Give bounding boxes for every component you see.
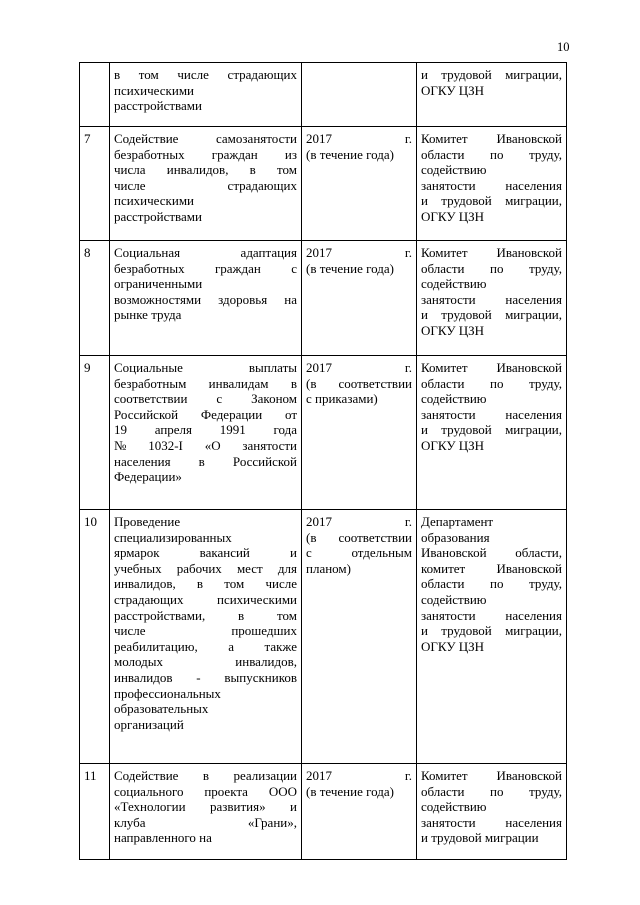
cell-line: занятости населения [421, 607, 562, 623]
term-cell [302, 510, 417, 764]
term-cell [302, 356, 417, 510]
cell-line: ОГКУ ЦЗН [421, 322, 485, 338]
cell-line: ограниченными [114, 276, 203, 292]
cell-line: содействию [421, 276, 487, 292]
cell-line: Российской Федерации от [114, 406, 297, 422]
row-number [80, 63, 110, 127]
cell-line: расстройствами [114, 98, 202, 114]
cell-line: реабилитацию, а также [114, 638, 297, 654]
measures-table [79, 62, 567, 860]
responsible-cell [417, 127, 567, 241]
cell-line: Проведение [114, 514, 181, 529]
responsible-cell [417, 764, 567, 860]
cell-line: ОГКУ ЦЗН [421, 437, 485, 453]
term-cell [302, 764, 417, 860]
cell-line: (в течение года) [306, 146, 394, 162]
cell-line: социального проекта ООО [114, 783, 297, 799]
table-row [80, 764, 567, 860]
cell-line: содействию [421, 162, 487, 178]
cell-line: профессиональных [114, 685, 221, 701]
cell-line: инвалидов - выпускников [114, 669, 297, 685]
activity-cell [110, 127, 302, 241]
cell-line: населения в Российской [114, 453, 297, 469]
activity-cell [110, 356, 302, 510]
cell-line: Комитет Ивановской [421, 360, 562, 375]
table-row [80, 510, 567, 764]
cell-line: ярмарок вакансий и [114, 545, 297, 561]
cell-line: (в течение года) [306, 783, 394, 799]
cell-line: 2017 г. [306, 360, 412, 375]
responsible-cell [417, 241, 567, 356]
cell-line: № 1032-I «О занятости [114, 437, 297, 453]
cell-line: психическими [114, 82, 194, 98]
cell-line: специализированных [114, 529, 232, 545]
cell-line: занятости населения [421, 177, 562, 193]
cell-line: занятости населения [421, 406, 562, 422]
row-number: 9 [80, 356, 110, 510]
responsible-cell [417, 510, 567, 764]
cell-line: содействию [421, 799, 487, 815]
cell-line: области по труду, [421, 576, 562, 592]
cell-line: расстройствами [114, 208, 202, 224]
cell-line: безработным инвалидам в [114, 375, 297, 391]
cell-line: образовательных [114, 701, 209, 717]
cell-line: занятости населения [421, 291, 562, 307]
cell-line: с отдельным [306, 545, 412, 561]
cell-line: молодых инвалидов, [114, 654, 297, 670]
term-cell [302, 63, 417, 127]
cell-line: образования [421, 529, 490, 545]
row-number: 11 [80, 764, 110, 860]
page-number: 10 [557, 40, 570, 54]
cell-line: Комитет Ивановской [421, 245, 562, 260]
cell-line: Социальные выплаты [114, 360, 297, 375]
cell-line: области по труду, [421, 783, 562, 799]
cell-line: и трудовой миграции, [421, 307, 562, 323]
cell-line: организаций [114, 716, 184, 732]
cell-line: инвалидов, в том числе [114, 576, 297, 592]
cell-line: расстройствами, в том [114, 607, 297, 623]
cell-line: клуба «Грани», [114, 814, 297, 830]
cell-line: Социальная адаптация [114, 245, 297, 260]
cell-line: комитет Ивановской [421, 560, 562, 576]
cell-line: числе прошедших [114, 623, 297, 639]
table-row [80, 63, 567, 127]
cell-line: области по труду, [421, 146, 562, 162]
activity-cell [110, 510, 302, 764]
responsible-cell [417, 356, 567, 510]
cell-line: содействию [421, 591, 487, 607]
cell-line: Содействие в реализации [114, 768, 297, 783]
cell-line: и трудовой миграции, [421, 623, 562, 639]
cell-line: Департамент [421, 514, 494, 529]
cell-line: 19 апреля 1991 года [114, 422, 297, 438]
cell-line: учебных рабочих мест для [114, 560, 297, 576]
cell-line: Комитет Ивановской [421, 768, 562, 783]
cell-line: числа инвалидов, в том [114, 162, 297, 178]
cell-line: направленного на [114, 830, 212, 846]
cell-line: страдающих психическими [114, 591, 297, 607]
activity-cell [110, 63, 302, 127]
cell-line: ОГКУ ЦЗН [421, 82, 485, 98]
cell-line: в том числе страдающих [114, 67, 297, 82]
cell-line: психическими [114, 193, 194, 209]
cell-line: 2017 г. [306, 514, 412, 529]
cell-line: области по труду, [421, 375, 562, 391]
cell-line: Комитет Ивановской [421, 131, 562, 146]
cell-line: Федерации» [114, 469, 182, 485]
cell-line: и трудовой миграции, [421, 422, 562, 438]
cell-line: планом) [306, 560, 351, 576]
cell-line: безработных граждан с [114, 260, 297, 276]
table-row [80, 127, 567, 241]
table-row [80, 356, 567, 510]
row-number: 10 [80, 510, 110, 764]
cell-line: безработных граждан из [114, 146, 297, 162]
activity-cell [110, 764, 302, 860]
cell-line: 2017 г. [306, 131, 412, 146]
cell-line: и трудовой миграции [421, 830, 539, 846]
cell-line: и трудовой миграции, [421, 67, 562, 82]
term-cell [302, 127, 417, 241]
cell-line: соответствии с Законом [114, 391, 297, 407]
responsible-cell [417, 63, 567, 127]
cell-line: Ивановской области, [421, 545, 562, 561]
cell-line: (в соответствии [306, 375, 412, 391]
cell-line: области по труду, [421, 260, 562, 276]
cell-line: ОГКУ ЦЗН [421, 638, 485, 654]
cell-line: числе страдающих [114, 177, 297, 193]
row-number: 8 [80, 241, 110, 356]
cell-line: ОГКУ ЦЗН [421, 208, 485, 224]
cell-line: содействию [421, 391, 487, 407]
row-number: 7 [80, 127, 110, 241]
table-row [80, 241, 567, 356]
cell-line: и трудовой миграции, [421, 193, 562, 209]
cell-line: (в соответствии [306, 529, 412, 545]
cell-line: 2017 г. [306, 768, 412, 783]
cell-line: (в течение года) [306, 260, 394, 276]
cell-line: Содействие самозанятости [114, 131, 297, 146]
term-cell [302, 241, 417, 356]
cell-line: с приказами) [306, 391, 378, 407]
cell-line: занятости населения [421, 814, 562, 830]
cell-line: «Технологии развития» и [114, 799, 297, 815]
cell-line: рынке труда [114, 307, 182, 323]
activity-cell [110, 241, 302, 356]
cell-line: 2017 г. [306, 245, 412, 260]
cell-line: возможностями здоровья на [114, 291, 297, 307]
